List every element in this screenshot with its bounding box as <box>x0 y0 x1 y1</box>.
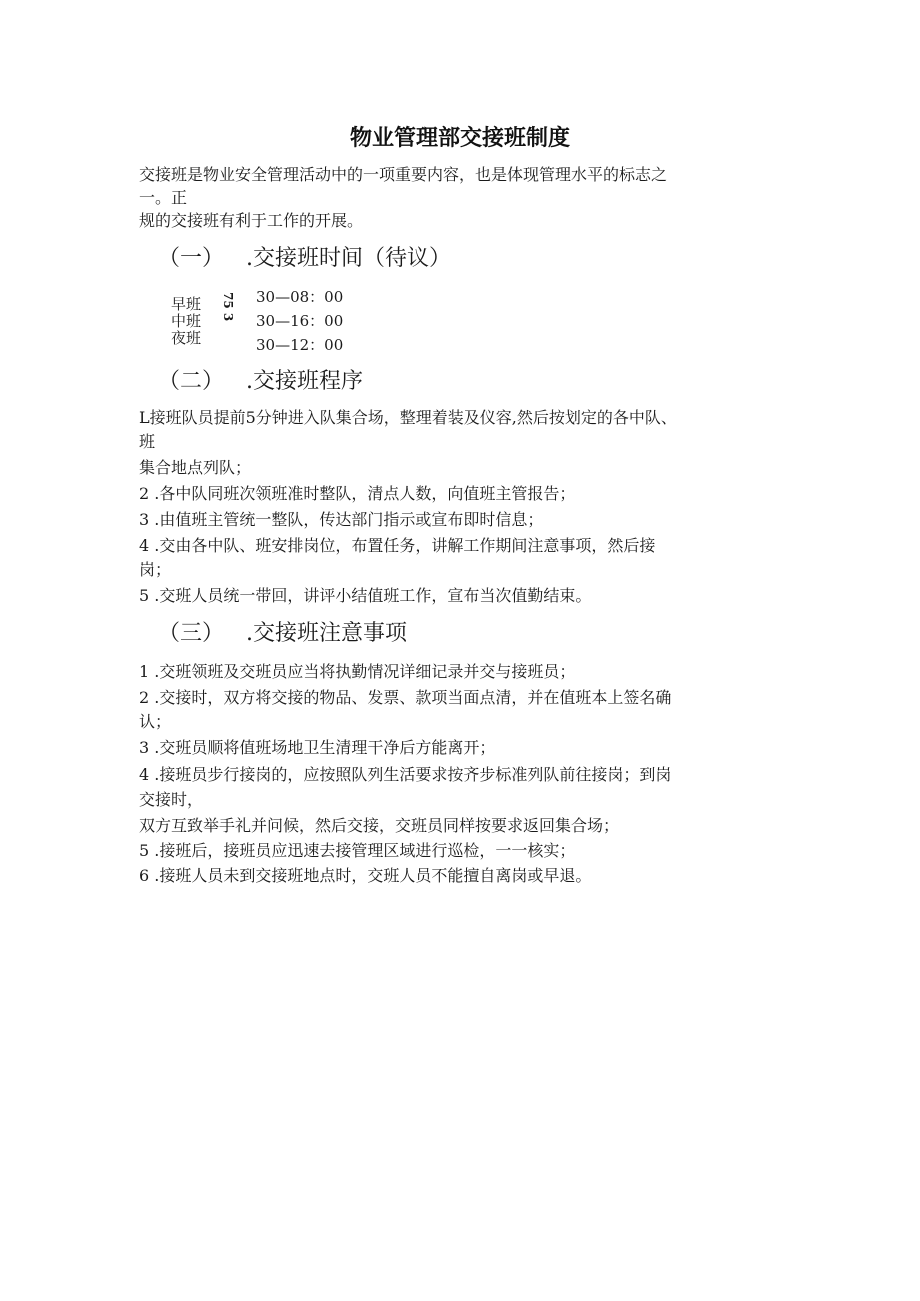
section-heading <box>158 368 363 396</box>
procedure-line: L接班队员提前5分钟进入队集合场，整理着装及仪容,然后按划定的各中队、 <box>139 408 677 427</box>
section-title: .交接班程序 <box>246 369 363 394</box>
shift-time: 30—08：00 <box>256 288 344 306</box>
notice-line: 4 .接班员步行接岗的，应按照队列生活要求按齐步标准列队前往接岗；到岗 <box>139 765 672 784</box>
side-numbers: 75 3 <box>221 292 235 322</box>
procedure-line: 岗； <box>139 560 172 579</box>
shift-name: 中班 <box>171 312 202 330</box>
section-title: .交接班注意事项 <box>246 621 407 646</box>
section-title: .交接班时间（待议） <box>246 246 451 271</box>
procedure-line: 班 <box>139 432 156 451</box>
notice-line: 6 .接班人员未到交接班地点时，交班人员不能擅自离岗或早退。 <box>139 866 592 885</box>
notice-line: 5 .接班后，接班员应迅速去接管理区域进行巡检，一一核实； <box>139 841 576 860</box>
shift-time: 30—16：00 <box>256 312 344 330</box>
section-heading <box>158 620 407 648</box>
procedure-line: 4 .交由各中队、班安排岗位，布置任务，讲解工作期间注意事项，然后接 <box>139 536 656 555</box>
shift-name: 夜班 <box>171 329 202 347</box>
intro-line: 交接班是物业安全管理活动中的一项重要内容，也是体现管理水平的标志之 <box>139 165 668 184</box>
notice-line: 双方互致举手礼并问候，然后交接，交班员同样按要求返回集合场； <box>139 816 620 835</box>
procedure-line: 5 .交班人员统一带回，讲评小结值班工作，宣布当次值勤结束。 <box>139 586 592 605</box>
procedure-line: 2 .各中队同班次领班准时整队，清点人数，向值班主管报告； <box>139 484 576 503</box>
intro-line: 规的交接班有利于工作的开展。 <box>139 211 364 230</box>
notice-line: 1 .交班领班及交班员应当将执勤情况详细记录并交与接班员； <box>139 662 576 681</box>
section-heading <box>158 245 451 273</box>
section-number: （一） <box>158 246 225 271</box>
shift-time: 30—12：00 <box>256 336 344 354</box>
notice-line: 3 .交班员顺将值班场地卫生清理干净后方能离开； <box>139 738 496 757</box>
procedure-line: 3 .由值班主管统一整队，传达部门指示或宣布即时信息； <box>139 510 544 529</box>
notice-line: 认； <box>139 712 172 731</box>
shift-name: 早班 <box>171 295 202 313</box>
section-number: （二） <box>158 369 225 394</box>
procedure-line: 集合地点列队； <box>139 458 252 477</box>
section-number: （三） <box>158 621 225 646</box>
notice-line: 2 .交接时，双方将交接的物品、发票、款项当面点清，并在值班本上签名确 <box>139 688 672 707</box>
document-title: 物业管理部交接班制度 <box>349 126 570 151</box>
intro-line: 一。正 <box>139 188 188 207</box>
notice-line: 交接时， <box>139 790 204 809</box>
